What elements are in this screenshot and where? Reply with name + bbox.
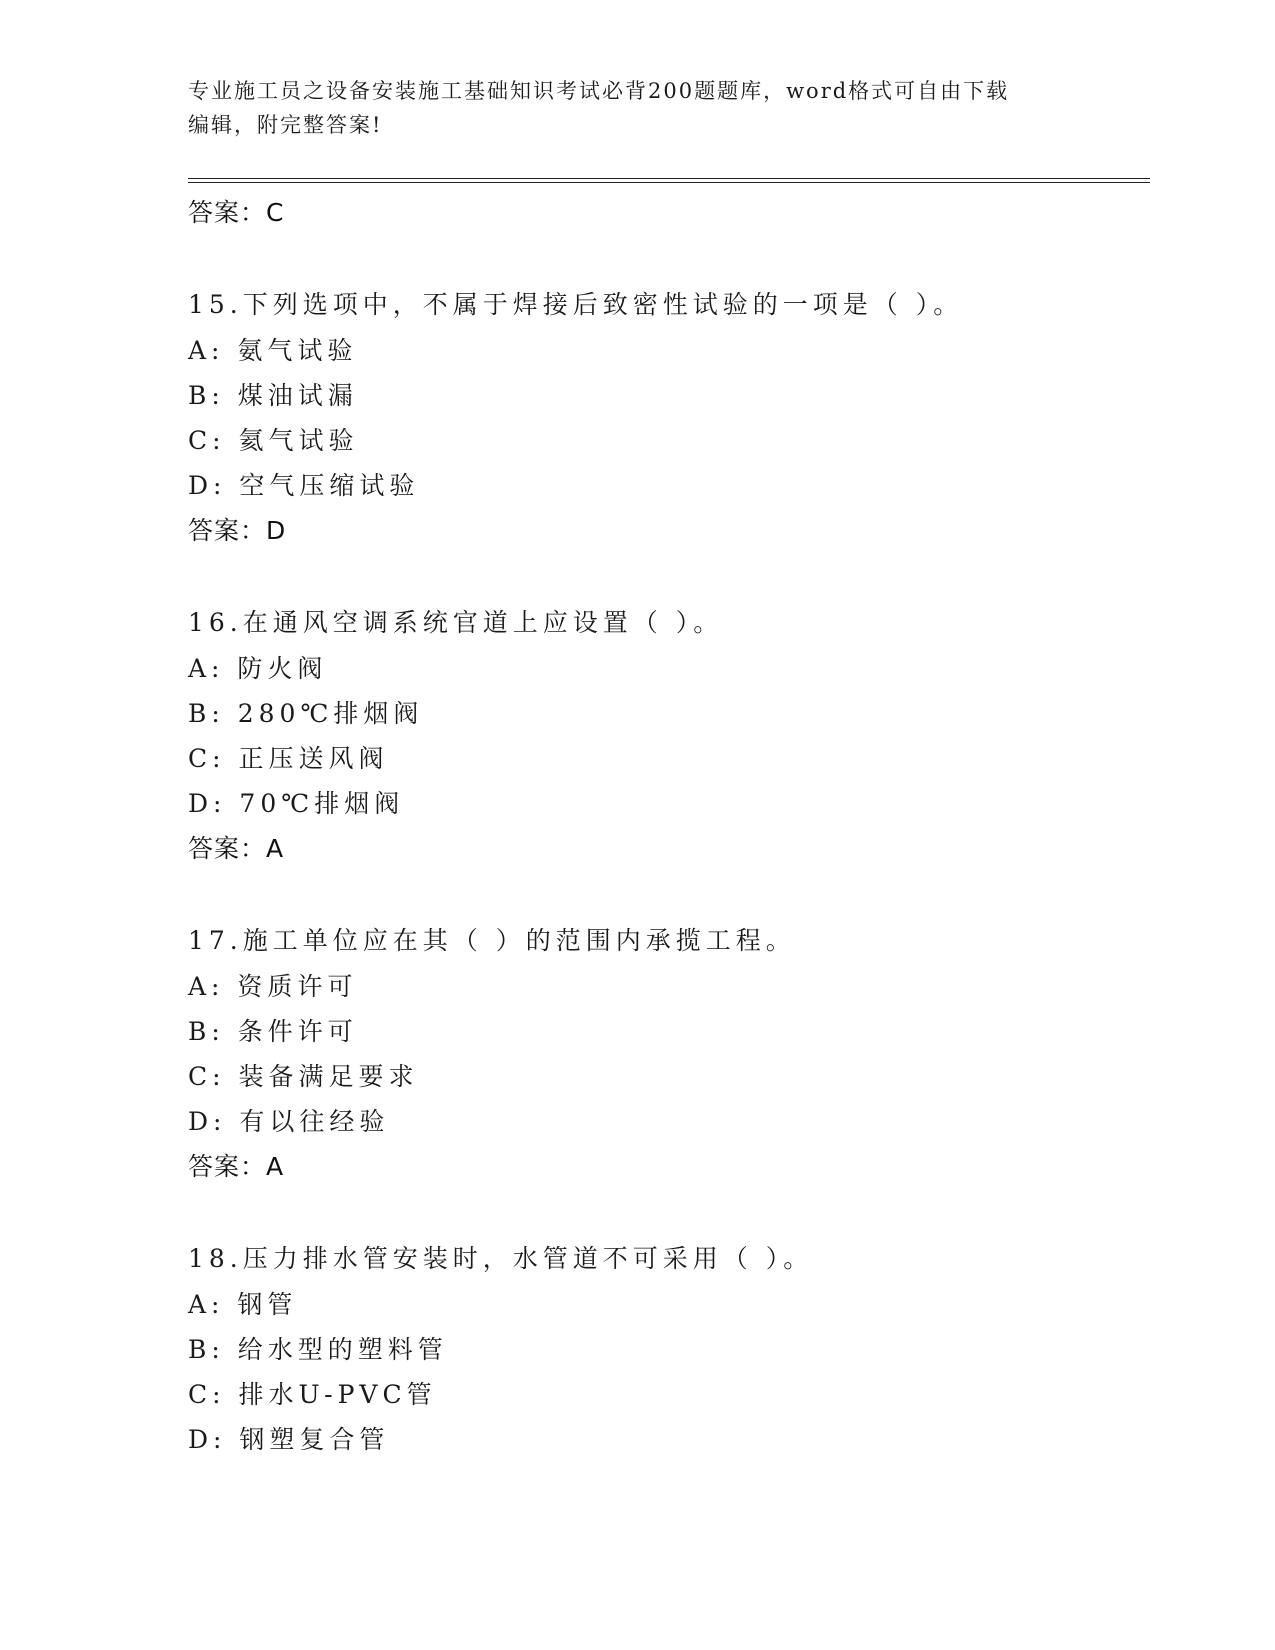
- option-c: C: 装备满足要求: [188, 1062, 419, 1091]
- question-list: [188, 190, 1148, 1462]
- spacer: [188, 1189, 1148, 1236]
- question-stem: 17.施工单位应在其（ ）的范围内承揽工程。: [188, 926, 796, 955]
- header-rule-top: [188, 178, 1150, 179]
- option-a: A: 钢管: [188, 1290, 298, 1319]
- option-c: C: 氦气试验: [188, 426, 359, 455]
- option-d: D: 有以往经验: [188, 1107, 390, 1136]
- question-stem: 16.在通风空调系统官道上应设置（ ）。: [188, 608, 724, 637]
- answer-line: 答案：D: [188, 516, 287, 545]
- question-stem: 18.压力排水管安装时，水管道不可采用（ ）。: [188, 1244, 814, 1273]
- option-b: B: 给水型的塑料管: [188, 1335, 448, 1364]
- option-c: C: 排水U-PVC管: [188, 1380, 437, 1409]
- question-block: [188, 918, 1148, 1189]
- spacer: [188, 235, 1148, 282]
- option-d: D: 钢塑复合管: [188, 1425, 390, 1454]
- header-rule-bottom: [188, 182, 1150, 183]
- spacer: [188, 871, 1148, 918]
- question-block: [188, 282, 1148, 553]
- option-b: B: 煤油试漏: [188, 381, 358, 410]
- header-line-2: 编辑，附完整答案!: [188, 113, 383, 137]
- option-d: D: 空气压缩试验: [188, 471, 420, 500]
- option-b: B: 280℃排烟阀: [188, 699, 424, 728]
- answer-line: 答案：A: [188, 834, 285, 863]
- answer-line: 答案：C: [188, 198, 285, 227]
- option-d: D: 70℃排烟阀: [188, 789, 405, 818]
- option-a: A: 氨气试验: [188, 336, 358, 365]
- option-a: A: 资质许可: [188, 972, 358, 1001]
- option-a: A: 防火阀: [188, 654, 328, 683]
- question-block: [188, 600, 1148, 871]
- answer-line: 答案：A: [188, 1152, 285, 1181]
- question-block: [188, 1236, 1148, 1462]
- question-stem: 15.下列选项中，不属于焊接后致密性试验的一项是（ ）。: [188, 290, 964, 319]
- header-line-1: 专业施工员之设备安装施工基础知识考试必背200题题库，word格式可自由下载: [188, 79, 1010, 103]
- option-b: B: 条件许可: [188, 1017, 358, 1046]
- spacer: [188, 553, 1148, 600]
- option-c: C: 正压送风阀: [188, 744, 389, 773]
- document-header: [188, 74, 1068, 142]
